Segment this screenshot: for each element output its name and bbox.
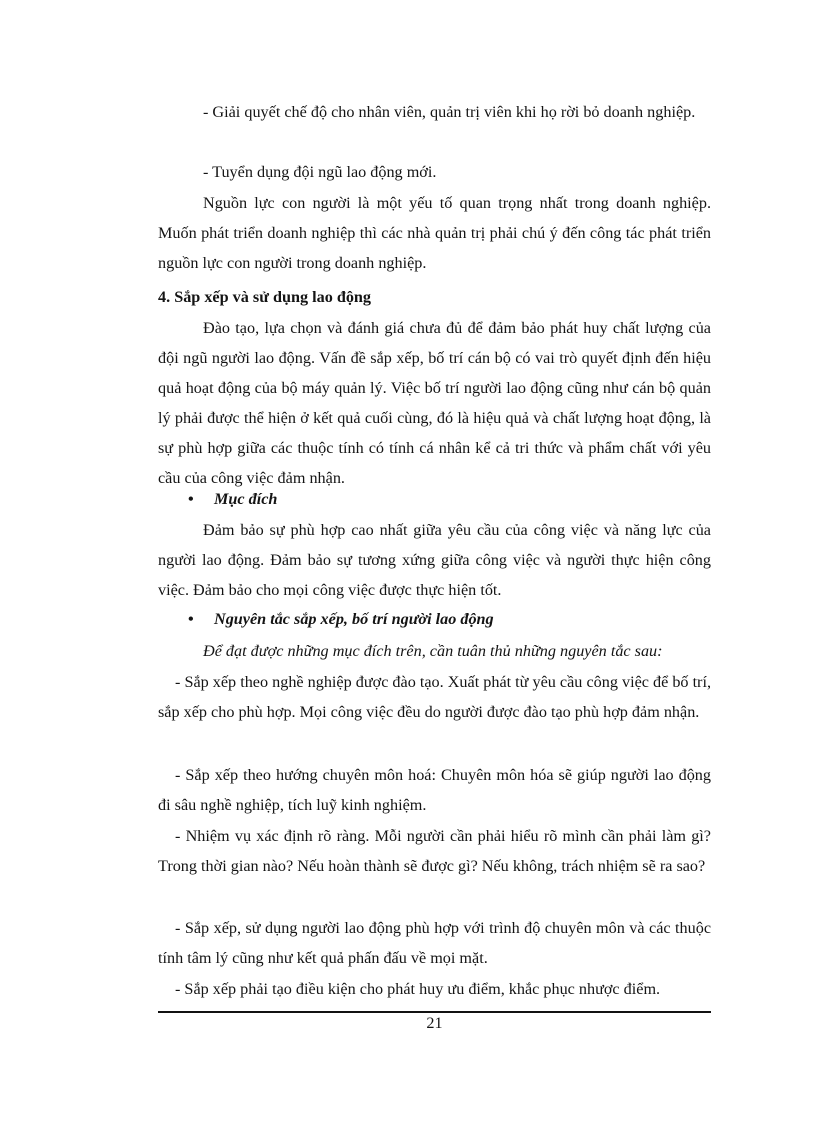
bullet-purpose bbox=[188, 484, 277, 514]
bullet-principles-label: Nguyên tắc sắp xếp, bố trí người lao động bbox=[214, 610, 494, 628]
bullet-principles bbox=[188, 604, 494, 634]
bullet-icon: • bbox=[188, 610, 194, 628]
paragraph-severance: - Giải quyết chế độ cho nhân viên, quản trị viên khi họ rời bỏ doanh nghiệp. bbox=[203, 103, 696, 121]
principle-clear-tasks: - Nhiệm vụ xác định rõ ràng. Mỗi người cần phải hiểu rõ mình cần phải làm gì? Trong thời gian nào? Nếu hoàn thành sẽ được gì? Nếu không, trách nhiệm sẽ ra sao? bbox=[158, 827, 711, 875]
principle-training: - Sắp xếp theo nghề nghiệp được đào tạo. Xuất phát từ yêu cầu công việc để bố trí, sắp xếp cho phù hợp. Mọi công việc đều do người được đào tạo phù hợp đảm nhận. bbox=[158, 673, 711, 721]
principle-specialization: - Sắp xếp theo hướng chuyên môn hoá: Chuyên môn hóa sẽ giúp người lao động đi sâu nghề nghiệp, tích luỹ kinh nghiệm. bbox=[158, 766, 711, 814]
paragraph-intro: Đào tạo, lựa chọn và đánh giá chưa đủ để đảm bảo phát huy chất lượng của đội ngũ người lao động. Vấn đề sắp xếp, bố trí cán bộ có vai trò quyết định đến hiệu quả hoạt động của bộ máy quản lý. Việc bố trí người lao động cũng như cán bộ quản lý phải được thể hiện ở kết quả cuối cùng, đó là hiệu quả và chất lượng hoạt động, là sự phù hợp giữa các thuộc tính có tính cá nhân kể cả tri thức và phẩm chất với yêu cầu của công việc đảm nhận. bbox=[158, 319, 711, 487]
paragraph-human-resources: Nguồn lực con người là một yếu tố quan trọng nhất trong doanh nghiệp. Muốn phát triển doanh nghiệp thì các nhà quản trị phải chú ý đến công tác phát triển nguồn lực con người trong doanh nghiệp. bbox=[158, 194, 711, 272]
bullet-icon: • bbox=[188, 490, 194, 508]
section-heading: 4. Sắp xếp và sử dụng lao động bbox=[158, 288, 372, 306]
bullet-purpose-label: Mục đích bbox=[214, 490, 278, 508]
principle-strengths: - Sắp xếp phải tạo điều kiện cho phát huy ưu điểm, khắc phục nhược điểm. bbox=[175, 980, 661, 998]
paragraph-recruit: - Tuyển dụng đội ngũ lao động mới. bbox=[203, 163, 437, 181]
paragraph-principles-lead: Để đạt được những mục đích trên, cần tuân thủ những nguyên tắc sau: bbox=[203, 642, 663, 660]
page-number: 21 bbox=[426, 1014, 443, 1032]
principle-qualification: - Sắp xếp, sử dụng người lao động phù hợp với trình độ chuyên môn và các thuộc tính tâm lý cũng như kết quả phấn đấu về mọi mặt. bbox=[158, 919, 711, 967]
paragraph-purpose: Đảm bảo sự phù hợp cao nhất giữa yêu cầu của công việc và năng lực của người lao động. Đảm bảo sự tương xứng giữa công việc và người thực hiện công việc. Đảm bảo cho mọi công việc được thực hiện tốt. bbox=[158, 521, 711, 599]
